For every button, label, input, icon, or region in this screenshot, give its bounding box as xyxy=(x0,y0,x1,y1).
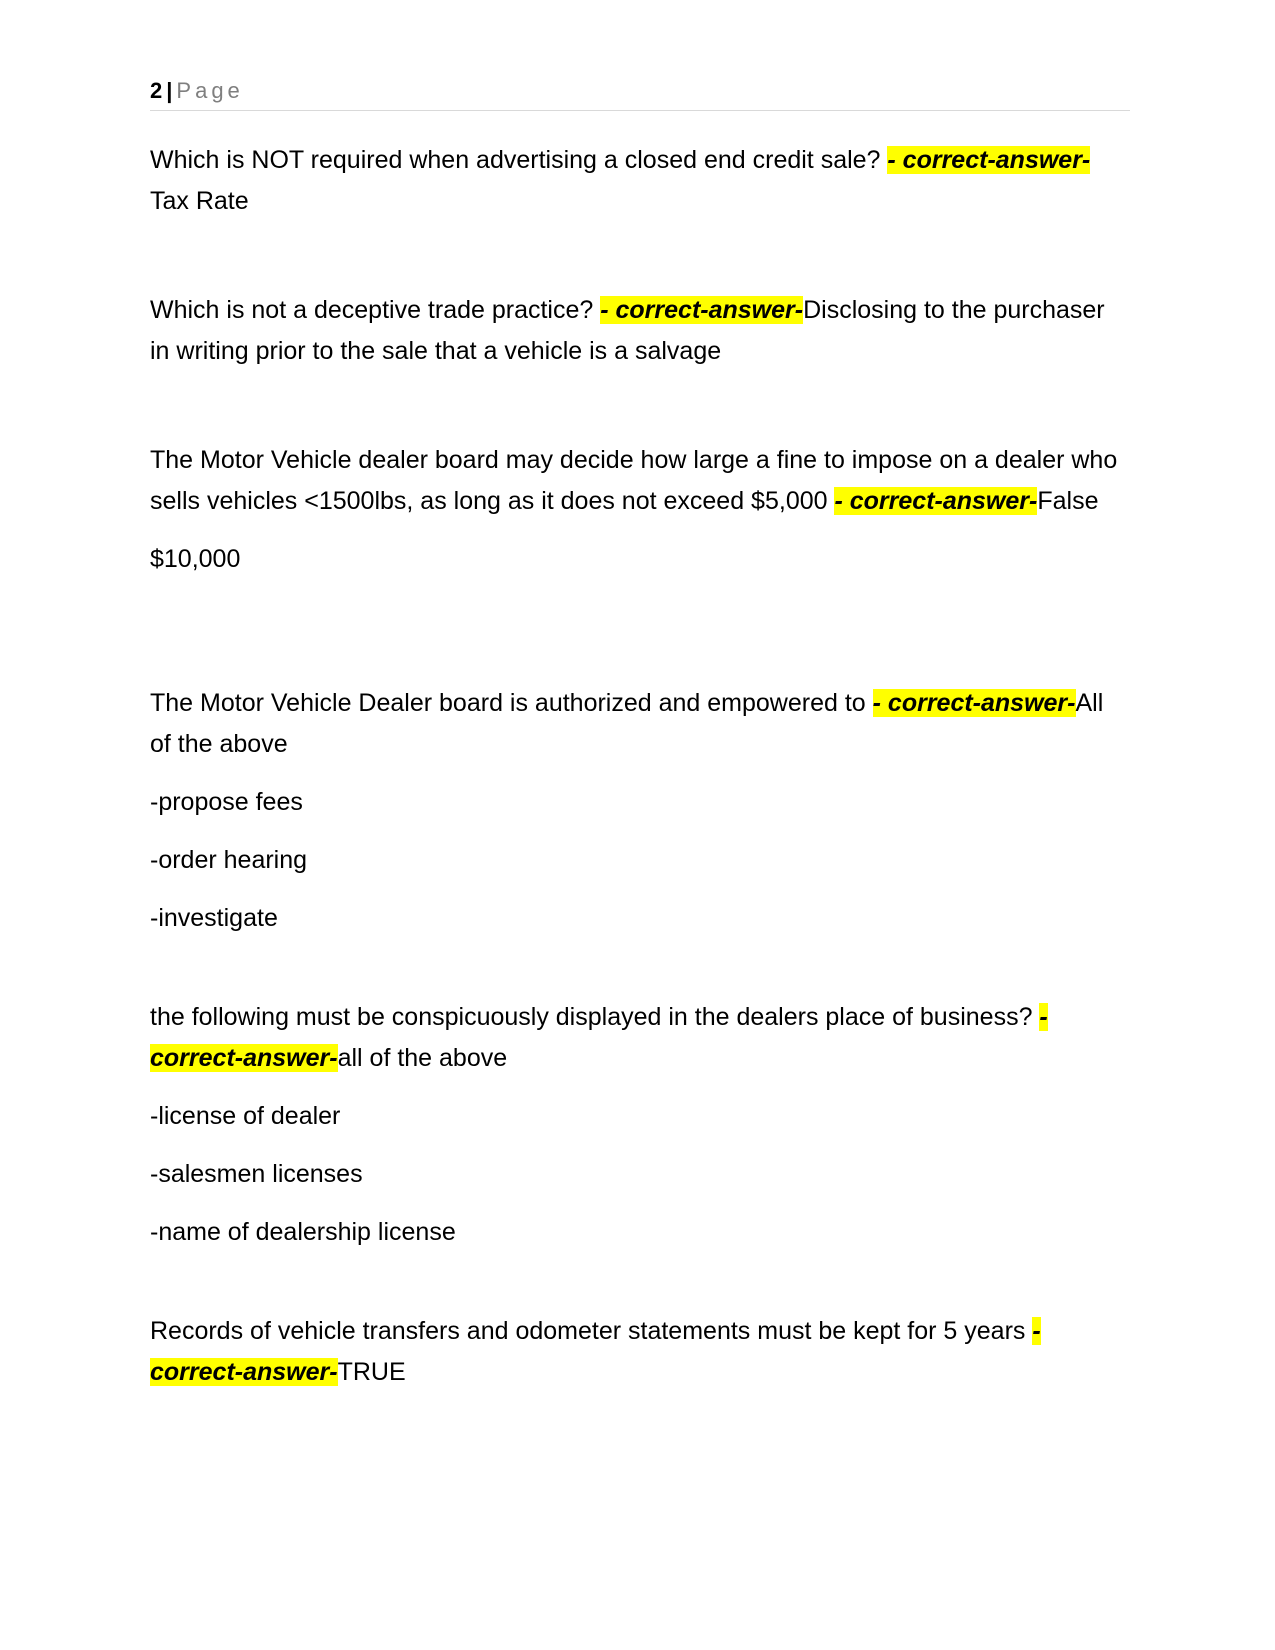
question-text xyxy=(150,683,1125,765)
question: Which is NOT required when advertising a closed end credit sale? xyxy=(150,146,888,174)
answer: Disclosing to the purchaser in writing prior to the sale that a vehicle is a salvage xyxy=(150,296,1105,365)
question: the following must be conspicuously displayed in the dealers place of business? xyxy=(150,1003,1040,1031)
correct-answer-marker: - correct-answer- xyxy=(150,1317,1041,1386)
qa-item-5 xyxy=(150,997,1125,1253)
correct-answer-marker: - correct-answer- xyxy=(150,1003,1048,1072)
question-text xyxy=(150,140,1125,222)
answer: TRUE xyxy=(337,1358,406,1386)
qa-item-2 xyxy=(150,290,1125,372)
question: The Motor Vehicle Dealer board is authorized and empowered to xyxy=(150,689,873,717)
qa-item-4 xyxy=(150,683,1125,939)
correct-answer-marker: - correct-answer- xyxy=(834,487,1038,515)
page-label: Page xyxy=(176,78,244,103)
note-line: -name of dealership license xyxy=(150,1218,456,1246)
note-line: -salesmen licenses xyxy=(150,1160,363,1188)
question: Records of vehicle transfers and odometer statements must be kept for 5 years xyxy=(150,1317,1033,1345)
qa-item-3 xyxy=(150,440,1125,580)
question: Which is not a deceptive trade practice? xyxy=(150,296,601,324)
correct-answer-marker: - correct-answer- xyxy=(600,296,804,324)
note-line: -order hearing xyxy=(150,846,308,874)
note-line: -propose fees xyxy=(150,788,303,816)
qa-item-6 xyxy=(150,1311,1125,1393)
question-text xyxy=(150,290,1125,372)
correct-answer-marker: - correct-answer- xyxy=(872,689,1076,717)
correct-answer-marker: - correct-answer- xyxy=(887,146,1091,174)
answer: Tax Rate xyxy=(150,187,249,215)
question-text xyxy=(150,440,1125,522)
answer: All of the above xyxy=(150,689,1104,758)
question-text xyxy=(150,1311,1125,1393)
answer: all of the above xyxy=(337,1044,508,1072)
question-text xyxy=(150,997,1125,1079)
note-line: -license of dealer xyxy=(150,1102,341,1130)
note-line: -investigate xyxy=(150,904,278,932)
page-header xyxy=(150,78,1130,111)
note-line: $10,000 xyxy=(150,545,241,573)
answer: False xyxy=(1037,487,1099,515)
question: The Motor Vehicle dealer board may decide how large a fine to impose on a dealer who sells vehicles <1500lbs, as long as it does not exceed $5,000 xyxy=(150,446,1118,515)
page-number: 2 xyxy=(150,78,163,103)
qa-item-1 xyxy=(150,140,1125,222)
page-separator: | xyxy=(166,78,173,103)
